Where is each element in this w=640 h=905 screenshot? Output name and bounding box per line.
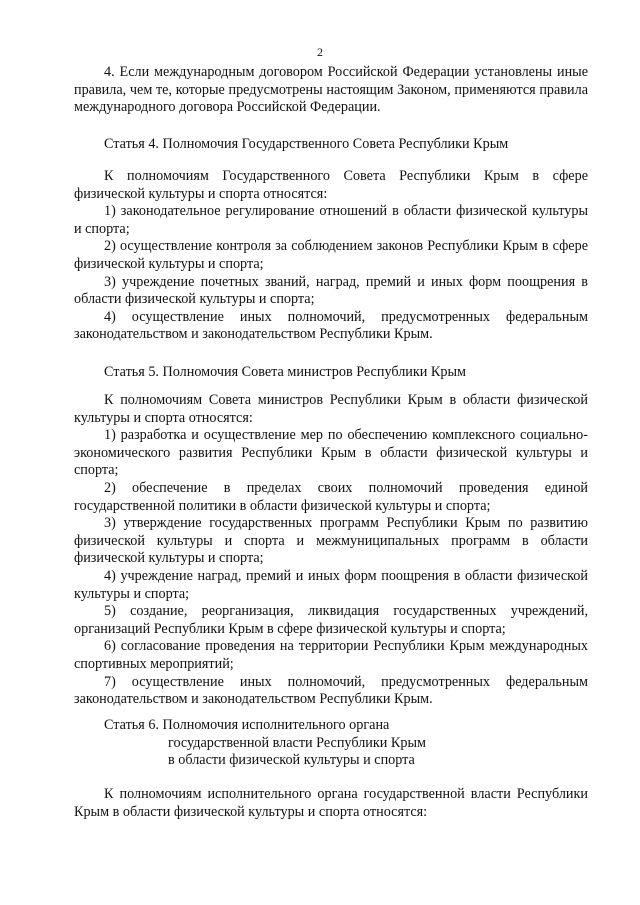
article-4-lead: К полномочиям Государственного Совета Республики Крым в сфере физической культуры и спорта относятся: [74, 168, 588, 202]
article-5-item: 7) осуществление иных полномочий, предусмотренных федеральным законодательством и законодательством Республики Крым. [74, 673, 588, 708]
article-5-item: 6) согласование проведения на территории Республики Крым международных спортивных мероприятий; [74, 638, 588, 672]
article-4-item: 3) учреждение почетных званий, наград, премий и иных форм поощрения в области физической культуры и спорта; [74, 273, 588, 308]
clause-4-text: 4. Если международным договором Российской Федерации установлены иные правила, чем те, которые предусмотрены настоящим Законом, применяются правила международного договора Российской Федерации. [74, 64, 588, 116]
article-5-title: Статья 5. Полномочия Совета министров Республики Крым [104, 364, 466, 380]
article-5-item: 1) разработка и осуществление мер по обеспечению комплексного социально-экономического развития Республики Крым в области физической культуры и спорта; [74, 427, 588, 479]
article-5-item: 5) создание, реорганизация, ликвидация государственных учреждений, организаций Республики Крым в сфере физической культуры и спорта; [74, 603, 588, 637]
clause-4 [74, 64, 588, 117]
article-6-title-line-3: в области физической культуры и спорта [168, 752, 415, 769]
article-6-title-line-1: Статья 6. Полномочия исполнительного органа [104, 717, 390, 733]
article-4-item: 1) законодательное регулирование отношений в области физической культуры и спорта; [74, 203, 588, 237]
article-5-body [74, 392, 588, 709]
article-6-title-line-2: государственной власти Республики Крым [168, 734, 426, 751]
article-6-lead: К полномочиям исполнительного органа государственной власти Республики Крым в области физической культуры и спорта относятся: [74, 786, 588, 820]
article-5-item: 2) обеспечение в пределах своих полномочий проведения единой государственной политики в области физической культуры и спорта; [74, 479, 588, 514]
article-4-title: Статья 4. Полномочия Государственного Совета Республики Крым [104, 136, 509, 152]
article-5-item: 3) утверждение государственных программ Республики Крым по развитию физической культуры и спорта и межмуниципальных программ в области физической культуры и спорта; [74, 515, 588, 567]
article-4-item: 4) осуществление иных полномочий, предусмотренных федеральным законодательством и законодательством Республики Крым. [74, 308, 588, 343]
article-5-lead: К полномочиям Совета министров Республики Крым в области физической культуры и спорта относятся: [74, 392, 588, 426]
article-4-item: 2) осуществление контроля за соблюдением законов Республики Крым в сфере физической культуры и спорта; [74, 238, 588, 272]
article-4-body [74, 168, 588, 344]
page-number: 2 [317, 45, 323, 59]
article-6-title [104, 717, 524, 770]
article-6-body [74, 786, 588, 821]
article-5-item: 4) учреждение наград, премий и иных форм поощрения в области физической культуры и спорта; [74, 567, 588, 602]
